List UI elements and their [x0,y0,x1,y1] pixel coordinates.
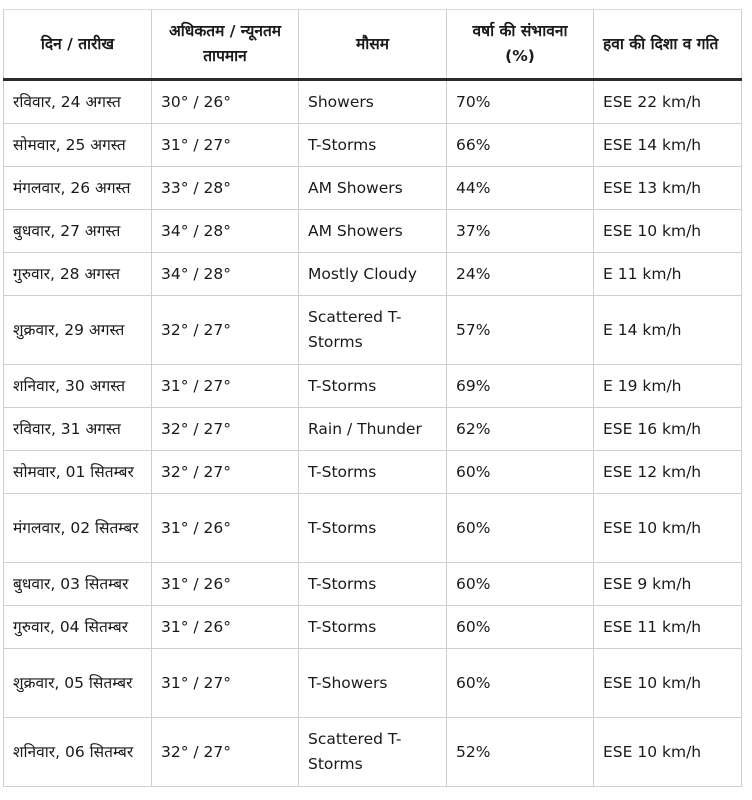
cell-rain-chance: 60% [447,606,594,649]
cell-temperature: 33° / 28° [152,167,299,210]
cell-wind: ESE 11 km/h [594,606,742,649]
header-weather: मौसम [299,10,447,80]
cell-temperature: 31° / 26° [152,494,299,563]
cell-rain-chance: 69% [447,365,594,408]
table-row [4,365,742,408]
cell-day-date: सोमवार, 25 अगस्त [4,124,152,167]
cell-day-date: मंगलवार, 02 सितम्बर [4,494,152,563]
cell-temperature: 34° / 28° [152,210,299,253]
cell-temperature: 32° / 27° [152,408,299,451]
cell-day-date: बुधवार, 27 अगस्त [4,210,152,253]
cell-day-date: सोमवार, 01 सितम्बर [4,451,152,494]
cell-day-date: गुरुवार, 28 अगस्त [4,253,152,296]
forecast-table-container [3,9,741,787]
cell-wind: ESE 14 km/h [594,124,742,167]
table-row [4,80,742,124]
cell-weather: Scattered T-Storms [299,718,447,787]
cell-rain-chance: 62% [447,408,594,451]
cell-weather: Showers [299,80,447,124]
cell-rain-chance: 60% [447,451,594,494]
cell-weather: Rain / Thunder [299,408,447,451]
table-row [4,253,742,296]
cell-weather: T-Storms [299,494,447,563]
cell-wind: E 14 km/h [594,296,742,365]
cell-temperature: 32° / 27° [152,296,299,365]
table-row [4,167,742,210]
cell-day-date: गुरुवार, 04 सितम्बर [4,606,152,649]
header-day-date: दिन / तारीख [4,10,152,80]
cell-weather: T-Storms [299,606,447,649]
table-row [4,210,742,253]
cell-weather: T-Showers [299,649,447,718]
cell-rain-chance: 52% [447,718,594,787]
table-row [4,649,742,718]
cell-wind: ESE 10 km/h [594,494,742,563]
cell-temperature: 34° / 28° [152,253,299,296]
cell-temperature: 31° / 27° [152,124,299,167]
cell-wind: ESE 13 km/h [594,167,742,210]
cell-temperature: 32° / 27° [152,451,299,494]
cell-day-date: रविवार, 31 अगस्त [4,408,152,451]
cell-day-date: शनिवार, 30 अगस्त [4,365,152,408]
cell-wind: ESE 10 km/h [594,718,742,787]
cell-wind: E 11 km/h [594,253,742,296]
table-row [4,494,742,563]
table-row [4,563,742,606]
cell-weather: Scattered T-Storms [299,296,447,365]
cell-temperature: 31° / 27° [152,365,299,408]
cell-rain-chance: 37% [447,210,594,253]
cell-weather: T-Storms [299,451,447,494]
cell-day-date: शुक्रवार, 29 अगस्त [4,296,152,365]
cell-weather: T-Storms [299,365,447,408]
cell-weather: AM Showers [299,167,447,210]
cell-rain-chance: 70% [447,80,594,124]
cell-rain-chance: 24% [447,253,594,296]
table-row [4,408,742,451]
table-row [4,606,742,649]
table-row [4,296,742,365]
forecast-table [3,9,742,787]
cell-rain-chance: 60% [447,649,594,718]
cell-day-date: मंगलवार, 26 अगस्त [4,167,152,210]
cell-wind: ESE 10 km/h [594,210,742,253]
table-row [4,124,742,167]
cell-wind: E 19 km/h [594,365,742,408]
header-row [4,10,742,80]
cell-wind: ESE 22 km/h [594,80,742,124]
cell-day-date: बुधवार, 03 सितम्बर [4,563,152,606]
cell-day-date: शुक्रवार, 05 सितम्बर [4,649,152,718]
table-row [4,718,742,787]
cell-temperature: 31° / 26° [152,606,299,649]
table-body [4,80,742,787]
cell-weather: T-Storms [299,124,447,167]
header-rain-chance: वर्षा की संभावना (%) [447,10,594,80]
cell-rain-chance: 44% [447,167,594,210]
cell-rain-chance: 57% [447,296,594,365]
cell-temperature: 30° / 26° [152,80,299,124]
cell-day-date: रविवार, 24 अगस्त [4,80,152,124]
header-wind: हवा की दिशा व गति [594,10,742,80]
cell-wind: ESE 16 km/h [594,408,742,451]
cell-rain-chance: 66% [447,124,594,167]
cell-rain-chance: 60% [447,563,594,606]
cell-temperature: 31° / 26° [152,563,299,606]
table-header [4,10,742,80]
cell-temperature: 31° / 27° [152,649,299,718]
header-max-min-temp: अधिकतम / न्यूनतम तापमान [152,10,299,80]
cell-weather: T-Storms [299,563,447,606]
cell-wind: ESE 10 km/h [594,649,742,718]
cell-weather: Mostly Cloudy [299,253,447,296]
cell-weather: AM Showers [299,210,447,253]
table-row [4,451,742,494]
cell-day-date: शनिवार, 06 सितम्बर [4,718,152,787]
cell-temperature: 32° / 27° [152,718,299,787]
cell-wind: ESE 9 km/h [594,563,742,606]
cell-rain-chance: 60% [447,494,594,563]
cell-wind: ESE 12 km/h [594,451,742,494]
